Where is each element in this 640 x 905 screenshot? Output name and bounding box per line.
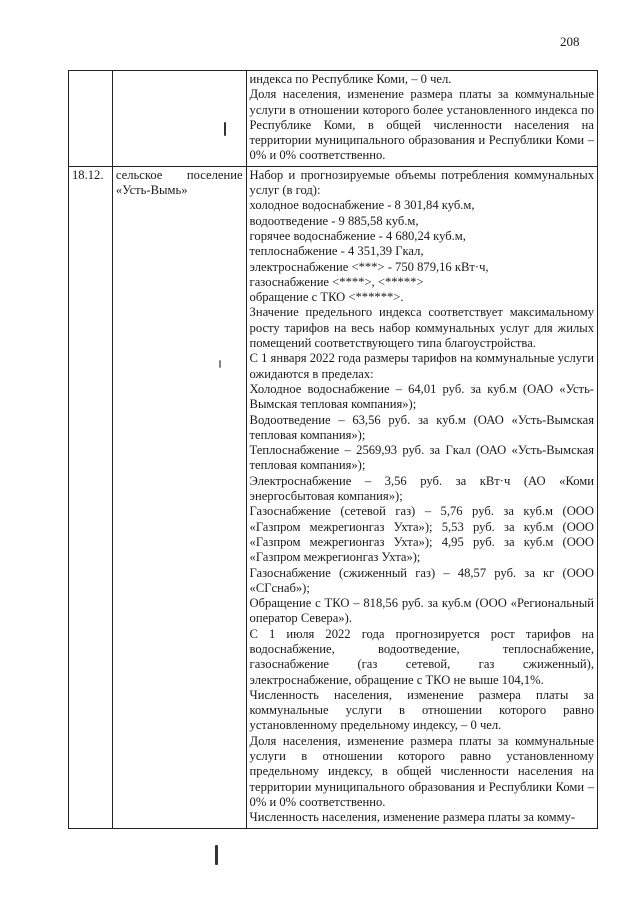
- description-line: Холодное водоснабжение – 64,01 руб. за куб.м (ОАО «Усть-Вымская тепловая компания»);: [249, 381, 594, 412]
- description-line: Численность населения, изменение размера платы за коммунальные услуги в отношении которого равно установленному предельному индексу, – 0 чел.: [249, 687, 594, 733]
- description-line: Электроснабжение – 3,56 руб. за кВт·ч (АО «Коми энергосбытовая компания»);: [249, 473, 594, 504]
- scan-artifact: [219, 360, 221, 368]
- description-line: Газоснабжение (сжиженный газ) – 48,57 руб. за кг (ООО «СГснаб»);: [249, 565, 594, 595]
- scan-artifact: [215, 845, 218, 865]
- table-row-18-12: [69, 166, 598, 828]
- description-line: С 1 июля 2022 года прогнозируется рост тарифов на водоснабжение, водоотведение, теплоснабжение, газоснабжение (газ сетевой, газ сжиженный), электроснабжение, обращение с ТКО не выше 104,1%.: [249, 626, 594, 687]
- description-line: Обращение с ТКО – 818,56 руб. за куб.м (ООО «Региональный оператор Севера»).: [249, 596, 594, 626]
- row-number-cell: 18.12.: [69, 166, 113, 828]
- description-line: Набор и прогнозируемые объемы потребления коммунальных услуг (в год):: [249, 167, 594, 198]
- description-line: холодное водоснабжение - 8 301,84 куб.м,: [249, 198, 475, 213]
- row-number-cell: [69, 71, 113, 167]
- description-cell: [246, 166, 597, 828]
- description-line: индекса по Республике Коми, – 0 чел.: [249, 72, 452, 86]
- description-line: Значение предельного индекса соответствует максимальному росту тарифов на весь набор коммунальных услуг для жилых помещений соответствующего типа благоустройства.: [249, 305, 594, 351]
- description-line: Доля населения, изменение размера платы за коммунальные услуги в отношении которого равно установленному предельному индексу, в общей численности населения на территории муниципального образования и Республики Коми – 0% и 0% соответственно.: [249, 733, 594, 809]
- description-line: Численность населения, изменение размера платы за комму-: [249, 810, 576, 825]
- municipality-cell: [112, 71, 246, 167]
- tariff-table: [68, 70, 598, 829]
- description-line: теплоснабжение - 4 351,39 Гкал,: [249, 244, 424, 259]
- description-cell: [246, 71, 597, 167]
- description-line: водоотведение - 9 885,58 куб.м,: [249, 213, 419, 228]
- description-line: обращение с ТКО <******>.: [249, 290, 404, 305]
- description-line: электроснабжение <***> - 750 879,16 кВт·ч,: [249, 259, 489, 274]
- description-line: Теплоснабжение – 2569,93 руб. за Гкал (ОАО «Усть-Вымская тепловая компания»);: [249, 443, 594, 473]
- description-line: Газоснабжение (сетевой газ) – 5,76 руб. за куб.м (ООО «Газпром межрегионгаз Ухта»); 5,53 руб. за куб.м (ООО «Газпром межрегионгаз Ухта»); 4,95 руб. за куб.м (ООО «Газпром межрегионгаз Ухта»);: [249, 504, 594, 565]
- table-row-continued: [69, 71, 598, 167]
- page-number: 208: [560, 34, 580, 49]
- description-line: Доля населения, изменение размера платы за коммунальные услуги в отношении которого более установленного индекса по Республике Коми, в общей численности населения на территории муниципального образования и Республики Коми – 0% и 0% соответственно.: [249, 87, 594, 163]
- description-line: Водоотведение – 63,56 руб. за куб.м (ОАО «Усть-Вымская тепловая компания»);: [249, 412, 594, 442]
- description-line: газоснабжение <****>, <*****>: [249, 274, 424, 289]
- municipality-cell: сельское поселение «Усть-Вымь»: [112, 166, 246, 828]
- scan-artifact: [224, 122, 226, 136]
- description-line: С 1 января 2022 года размеры тарифов на коммунальные услуги ожидаются в пределах:: [249, 351, 594, 381]
- description-line: горячее водоснабжение - 4 680,24 куб.м,: [249, 228, 466, 243]
